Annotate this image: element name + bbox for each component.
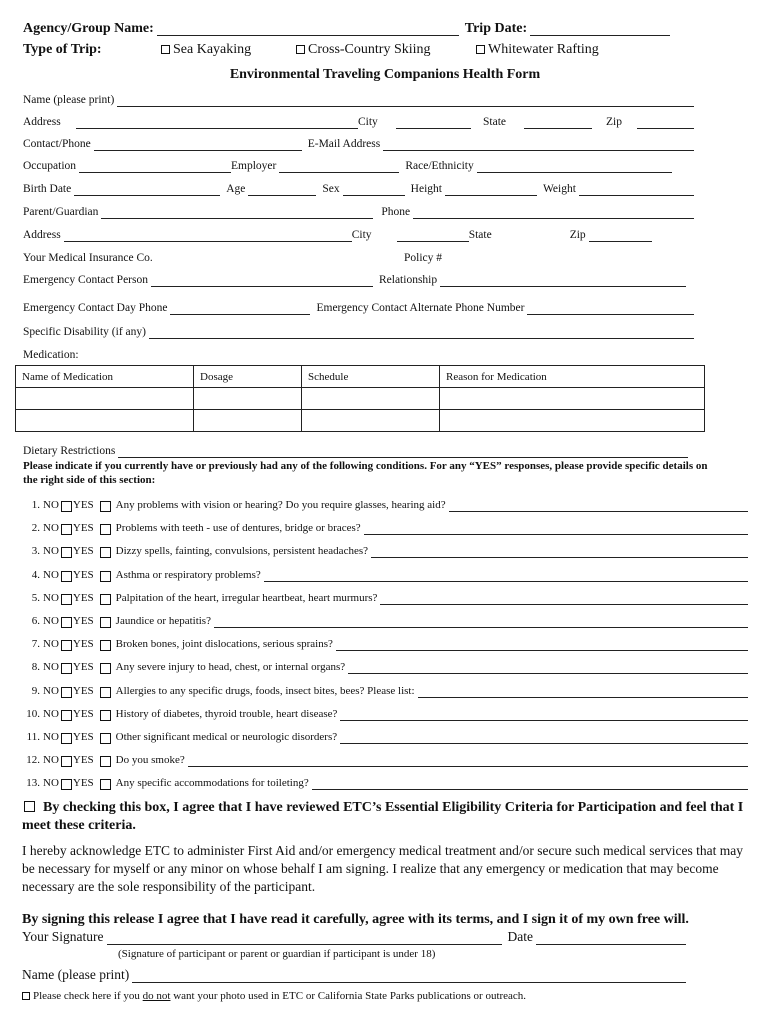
table-row bbox=[16, 410, 705, 432]
email-label: E-Mail Address bbox=[307, 138, 381, 150]
address-label: Address bbox=[23, 116, 61, 128]
yes-checkbox[interactable] bbox=[100, 640, 111, 651]
no-label: NO bbox=[43, 615, 59, 627]
condition-text: Do you smoke? bbox=[115, 754, 185, 766]
parent-row bbox=[23, 205, 700, 219]
yes-label: YES bbox=[72, 661, 94, 673]
table-header: Reason for Medication bbox=[440, 366, 705, 388]
insurance-label: Your Medical Insurance Co. bbox=[23, 252, 153, 264]
condition-text: Asthma or respiratory problems? bbox=[115, 569, 261, 581]
condition-number: 1. bbox=[31, 499, 40, 511]
condition-row bbox=[22, 521, 748, 535]
condition-details-field[interactable] bbox=[449, 501, 748, 512]
yes-label: YES bbox=[72, 638, 94, 650]
print-name-label: Name (please print) bbox=[22, 967, 130, 982]
state-label: State bbox=[483, 116, 506, 128]
signature-label: Your Signature bbox=[22, 929, 104, 944]
condition-row bbox=[22, 498, 748, 512]
employer-field[interactable] bbox=[279, 161, 399, 173]
zip2-label: Zip bbox=[569, 229, 586, 241]
signature-note: (Signature of participant or parent or guardian if participant is under 18) bbox=[118, 948, 436, 960]
relationship-field[interactable] bbox=[440, 275, 686, 287]
yes-label: YES bbox=[72, 685, 94, 697]
yes-checkbox[interactable] bbox=[100, 524, 111, 535]
yes-checkbox[interactable] bbox=[100, 663, 111, 674]
condition-number: 13. bbox=[26, 777, 40, 789]
birth-date-field[interactable] bbox=[74, 184, 220, 196]
yes-label: YES bbox=[72, 499, 94, 511]
emergency-alt-phone-label: Emergency Contact Alternate Phone Number bbox=[316, 302, 525, 314]
yes-checkbox[interactable] bbox=[100, 756, 111, 767]
occupation-field[interactable] bbox=[79, 161, 231, 173]
condition-number: 11. bbox=[26, 731, 40, 743]
medication-row bbox=[23, 348, 700, 362]
no-label: NO bbox=[43, 569, 59, 581]
agency-field[interactable] bbox=[157, 24, 459, 36]
zip-label: Zip bbox=[606, 116, 622, 128]
table-header: Schedule bbox=[302, 366, 440, 388]
checkbox-icon[interactable] bbox=[296, 45, 305, 54]
address-row bbox=[23, 115, 700, 129]
race-label: Race/Ethnicity bbox=[405, 160, 474, 172]
occupation-label: Occupation bbox=[23, 160, 77, 172]
emergency-day-phone-label: Emergency Contact Day Phone bbox=[23, 302, 168, 314]
agency-row bbox=[23, 22, 700, 36]
condition-number: 4. bbox=[31, 569, 40, 581]
condition-row bbox=[22, 637, 748, 651]
address-field[interactable] bbox=[76, 117, 358, 129]
table-cell[interactable] bbox=[16, 410, 194, 432]
no-checkbox[interactable] bbox=[61, 663, 72, 674]
condition-number: 5. bbox=[31, 592, 40, 604]
signature-row bbox=[22, 929, 692, 945]
yes-label: YES bbox=[72, 522, 94, 534]
condition-details-field[interactable] bbox=[340, 710, 748, 721]
no-label: NO bbox=[43, 708, 59, 720]
form-title: Environmental Traveling Companions Health Form bbox=[229, 67, 541, 82]
date-label: Date bbox=[507, 929, 533, 944]
parent-label: Parent/Guardian bbox=[23, 206, 99, 218]
occupation-row bbox=[23, 159, 678, 173]
condition-details-field[interactable] bbox=[312, 779, 748, 790]
no-label: NO bbox=[43, 545, 59, 557]
condition-details-field[interactable] bbox=[348, 663, 748, 674]
no-checkbox[interactable] bbox=[61, 756, 72, 767]
do-not-emphasis: do not bbox=[142, 990, 171, 1002]
sex-field[interactable] bbox=[343, 184, 405, 196]
disability-label: Specific Disability (if any) bbox=[23, 326, 146, 338]
name-label: Name (please print) bbox=[23, 94, 115, 106]
name-row bbox=[23, 93, 700, 107]
condition-details-field[interactable] bbox=[418, 687, 748, 698]
table-cell[interactable] bbox=[16, 388, 194, 410]
disability-row bbox=[23, 325, 700, 339]
condition-text: History of diabetes, thyroid trouble, heart disease? bbox=[115, 708, 338, 720]
checkbox-icon[interactable] bbox=[161, 45, 170, 54]
medication-table bbox=[15, 365, 705, 432]
no-checkbox[interactable] bbox=[61, 733, 72, 744]
dietary-field[interactable] bbox=[118, 446, 688, 458]
table-cell[interactable] bbox=[302, 388, 440, 410]
condition-details-field[interactable] bbox=[336, 640, 748, 651]
email-field[interactable] bbox=[383, 139, 694, 151]
no-label: NO bbox=[43, 731, 59, 743]
condition-text: Broken bones, joint dislocations, serious sprains? bbox=[115, 638, 333, 650]
yes-checkbox[interactable] bbox=[100, 779, 111, 790]
no-checkbox[interactable] bbox=[61, 547, 72, 558]
condition-row bbox=[22, 730, 748, 744]
condition-text: Palpitation of the heart, irregular heartbeat, heart murmurs? bbox=[115, 592, 378, 604]
yes-checkbox[interactable] bbox=[100, 501, 111, 512]
condition-row bbox=[22, 544, 748, 558]
city-label: City bbox=[358, 116, 378, 128]
weight-label: Weight bbox=[542, 183, 576, 195]
condition-row bbox=[22, 776, 748, 790]
no-checkbox[interactable] bbox=[61, 617, 72, 628]
contact-phone-field[interactable] bbox=[94, 139, 302, 151]
table-row bbox=[16, 388, 705, 410]
name-field[interactable] bbox=[117, 95, 694, 107]
condition-row bbox=[22, 684, 748, 698]
state2-label: State bbox=[468, 229, 492, 241]
yes-checkbox[interactable] bbox=[100, 571, 111, 582]
condition-number: 6. bbox=[31, 615, 40, 627]
condition-text: Other significant medical or neurologic disorders? bbox=[115, 731, 338, 743]
no-checkbox[interactable] bbox=[61, 524, 72, 535]
condition-row bbox=[22, 568, 748, 582]
table-header-row bbox=[16, 366, 705, 388]
condition-text: Any specific accommodations for toileting? bbox=[115, 777, 309, 789]
no-checkbox[interactable] bbox=[61, 501, 72, 512]
eligibility-checkbox[interactable] bbox=[24, 801, 35, 812]
state-field[interactable] bbox=[524, 117, 592, 129]
no-label: NO bbox=[43, 685, 59, 697]
no-checkbox[interactable] bbox=[61, 710, 72, 721]
contact-row bbox=[23, 137, 700, 151]
eligibility-text: By checking this box, I agree that I have reviewed ETC’s Essential Eligibility Criteria for Participation and feel that I meet these criteria. bbox=[22, 800, 744, 833]
no-checkbox[interactable] bbox=[61, 594, 72, 605]
height-label: Height bbox=[410, 183, 442, 195]
emergency-phone-row bbox=[23, 301, 700, 315]
print-name-row bbox=[22, 967, 692, 983]
zip2-field[interactable] bbox=[589, 230, 652, 242]
trip-option-cross-country[interactable]: Cross-Country Skiing bbox=[296, 42, 476, 58]
condition-number: 7. bbox=[31, 638, 40, 650]
type-of-trip-label: Type of Trip: bbox=[23, 42, 102, 57]
agency-label: Agency/Group Name: bbox=[23, 21, 154, 36]
condition-row bbox=[22, 660, 748, 674]
condition-number: 9. bbox=[31, 685, 40, 697]
no-label: NO bbox=[43, 754, 59, 766]
condition-details-field[interactable] bbox=[188, 756, 748, 767]
table-header: Name of Medication bbox=[16, 366, 194, 388]
trip-option-whitewater[interactable]: Whitewater Rafting bbox=[476, 42, 599, 58]
yes-label: YES bbox=[72, 708, 94, 720]
city-field[interactable] bbox=[396, 117, 471, 129]
policy-label: Policy # bbox=[404, 252, 443, 264]
trip-date-field[interactable] bbox=[530, 24, 670, 36]
table-cell[interactable] bbox=[440, 410, 705, 432]
birth-row bbox=[23, 182, 700, 196]
condition-details-field[interactable] bbox=[264, 571, 748, 582]
photo-consent: Please check here if you do not want your photo used in ETC or California State Parks publications or outreach. bbox=[22, 990, 526, 1002]
age-field[interactable] bbox=[248, 184, 316, 196]
dietary-label: Dietary Restrictions bbox=[23, 445, 116, 457]
no-label: NO bbox=[43, 522, 59, 534]
emergency-day-phone-field[interactable] bbox=[170, 303, 310, 315]
date-field[interactable] bbox=[536, 932, 686, 945]
emergency-contact-row bbox=[23, 273, 692, 287]
condition-details-field[interactable] bbox=[364, 524, 748, 535]
yes-checkbox[interactable] bbox=[100, 547, 111, 558]
yes-label: YES bbox=[72, 592, 94, 604]
condition-details-field[interactable] bbox=[371, 547, 748, 558]
no-checkbox[interactable] bbox=[61, 779, 72, 790]
weight-field[interactable] bbox=[579, 184, 694, 196]
yes-label: YES bbox=[72, 731, 94, 743]
condition-details-field[interactable] bbox=[380, 594, 748, 605]
city2-label: City bbox=[351, 229, 372, 241]
condition-details-field[interactable] bbox=[214, 617, 748, 628]
condition-number: 3. bbox=[31, 545, 40, 557]
no-label: NO bbox=[43, 661, 59, 673]
address2-field[interactable] bbox=[64, 230, 352, 242]
no-checkbox[interactable] bbox=[61, 571, 72, 582]
release-text: By signing this release I agree that I have read it carefully, agree with its terms, and I sign it of my own free will. bbox=[22, 912, 689, 927]
address2-label: Address bbox=[23, 229, 61, 241]
condition-details-field[interactable] bbox=[340, 733, 748, 744]
condition-number: 10. bbox=[26, 708, 40, 720]
yes-label: YES bbox=[72, 569, 94, 581]
parent-field[interactable] bbox=[101, 207, 373, 219]
condition-number: 2. bbox=[31, 522, 40, 534]
eligibility-statement bbox=[22, 799, 750, 835]
phone-label: Phone bbox=[381, 206, 411, 218]
emergency-contact-label: Emergency Contact Person bbox=[23, 274, 148, 286]
condition-row bbox=[22, 591, 748, 605]
yes-checkbox[interactable] bbox=[100, 594, 111, 605]
disability-field[interactable] bbox=[149, 327, 694, 339]
condition-row bbox=[22, 753, 748, 767]
trip-date-label: Trip Date: bbox=[464, 21, 528, 36]
emergency-alt-phone-field[interactable] bbox=[527, 303, 694, 315]
condition-number: 12. bbox=[26, 754, 40, 766]
zip-field[interactable] bbox=[637, 117, 694, 129]
yes-checkbox[interactable] bbox=[100, 733, 111, 744]
yes-checkbox[interactable] bbox=[100, 687, 111, 698]
yes-checkbox[interactable] bbox=[100, 617, 111, 628]
condition-text: Any problems with vision or hearing? Do you require glasses, hearing aid? bbox=[115, 499, 446, 511]
employer-label: Employer bbox=[231, 160, 277, 172]
table-header: Dosage bbox=[194, 366, 302, 388]
race-field[interactable] bbox=[477, 161, 672, 173]
condition-number: 8. bbox=[31, 661, 40, 673]
table-cell[interactable] bbox=[440, 388, 705, 410]
trip-option-sea-kayaking[interactable]: Sea Kayaking bbox=[161, 42, 296, 58]
relationship-label: Relationship bbox=[378, 274, 438, 286]
yes-label: YES bbox=[72, 754, 94, 766]
phone-field[interactable] bbox=[413, 207, 694, 219]
sex-label: Sex bbox=[322, 183, 340, 195]
birth-date-label: Birth Date bbox=[23, 183, 72, 195]
no-label: NO bbox=[43, 499, 59, 511]
contact-phone-label: Contact/Phone bbox=[23, 138, 91, 150]
condition-text: Problems with teeth - use of dentures, bridge or braces? bbox=[115, 522, 361, 534]
condition-text: Jaundice or hepatitis? bbox=[115, 615, 211, 627]
signature-field[interactable] bbox=[107, 932, 502, 945]
trip-type-row bbox=[23, 42, 700, 58]
condition-text: Dizzy spells, fainting, convulsions, persistent headaches? bbox=[115, 545, 368, 557]
table-cell[interactable] bbox=[302, 410, 440, 432]
no-label: NO bbox=[43, 638, 59, 650]
photo-checkbox[interactable] bbox=[22, 992, 30, 1000]
city2-field[interactable] bbox=[397, 230, 469, 242]
dietary-row bbox=[23, 444, 694, 458]
table-cell[interactable] bbox=[194, 388, 302, 410]
table-cell[interactable] bbox=[194, 410, 302, 432]
no-label: NO bbox=[43, 592, 59, 604]
age-label: Age bbox=[226, 183, 246, 195]
height-field[interactable] bbox=[445, 184, 537, 196]
insurance-row bbox=[23, 251, 700, 265]
yes-label: YES bbox=[72, 615, 94, 627]
condition-text: Any severe injury to head, chest, or internal organs? bbox=[115, 661, 346, 673]
conditions-instructions: Please indicate if you currently have or previously had any of the following conditions. For any “YES” responses, please provide specific details on the right side of this section: bbox=[23, 460, 708, 486]
condition-row bbox=[22, 614, 748, 628]
condition-text: Allergies to any specific drugs, foods, insect bites, bees? Please list: bbox=[115, 685, 415, 697]
condition-row bbox=[22, 707, 748, 721]
address2-row bbox=[23, 228, 658, 242]
yes-label: YES bbox=[72, 545, 94, 557]
print-name-field[interactable] bbox=[132, 970, 686, 983]
checkbox-icon[interactable] bbox=[476, 45, 485, 54]
no-checkbox[interactable] bbox=[61, 687, 72, 698]
yes-checkbox[interactable] bbox=[100, 710, 111, 721]
emergency-contact-field[interactable] bbox=[151, 275, 373, 287]
acknowledgement-text: I hereby acknowledge ETC to administer First Aid and/or emergency medical treatment and/or secure such medical services that may be necessary for myself or any minor on whose behalf I am signing. I realize that any emergency or medication that may become necessary are the sole responsibility of the participant. bbox=[22, 843, 744, 894]
yes-label: YES bbox=[72, 777, 94, 789]
no-label: NO bbox=[43, 777, 59, 789]
no-checkbox[interactable] bbox=[61, 640, 72, 651]
medication-label: Medication: bbox=[23, 349, 79, 361]
